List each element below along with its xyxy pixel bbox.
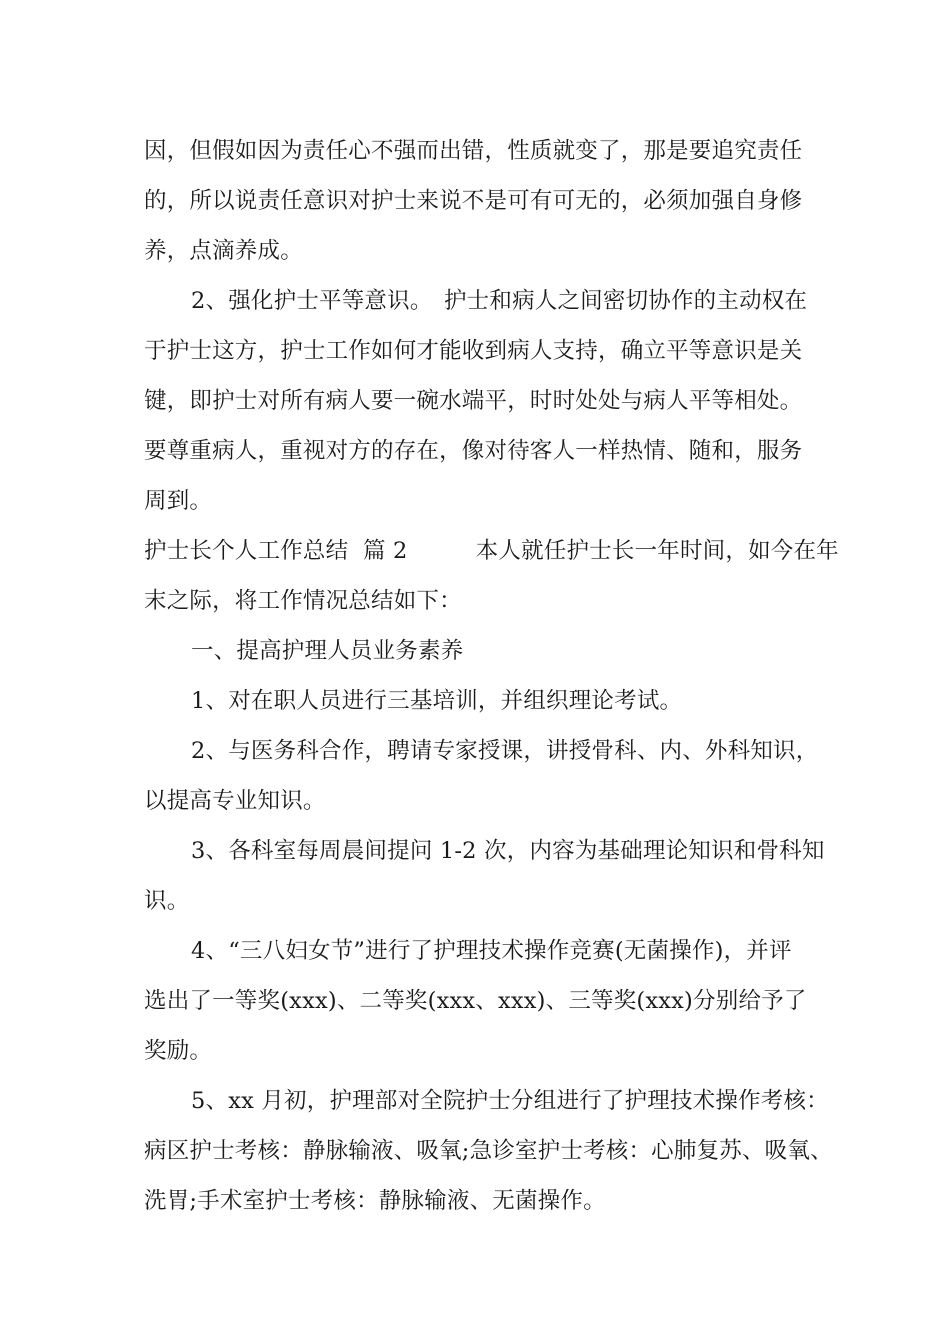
text-line: 末之际，将工作情况总结如下： <box>144 588 462 614</box>
text-line: 2、与医务科合作，聘请专家授课，讲授骨科、内、外科知识， <box>191 738 819 764</box>
text-line: 3、各科室每周晨间提问 1-2 次，内容为基础理论知识和骨科知 <box>191 838 825 864</box>
text-line: 选出了一等奖(xxx)、二等奖(xxx、xxx)、三等奖(xxx)分别给予了 <box>144 988 807 1014</box>
section-heading-line: 护士长个人工作总结 篇 2 本人就任护士长一年时间，如今在年 <box>144 538 839 564</box>
text-line: 以提高专业知识。 <box>144 788 326 814</box>
text-line: 于护士这方，护士工作如何才能收到病人支持，确立平等意识是关 <box>144 338 803 364</box>
text-line: 1、对在职人员进行三基培训，并组织理论考试。 <box>191 688 683 714</box>
text-line: 周到。 <box>144 488 213 514</box>
text-line: 要尊重病人，重视对方的存在，像对待客人一样热情、随和，服务 <box>144 438 803 464</box>
text-line: 奖励。 <box>144 1038 213 1064</box>
text-line: 识。 <box>144 888 190 914</box>
text-line: 的，所以说责任意识对护士来说不是可有可无的，必须加强自身修 <box>144 188 803 214</box>
text-line: 键，即护士对所有病人要一碗水端平，时时处处与病人平等相处。 <box>144 388 803 414</box>
text-line: 2、强化护士平等意识。 护士和病人之间密切协作的主动权在 <box>191 288 808 314</box>
text-line: 5、xx 月初，护理部对全院护士分组进行了护理技术操作考核： <box>191 1088 829 1114</box>
text-line: 养，点滴养成。 <box>144 238 303 264</box>
subheading-line: 一、提高护理人员业务素养 <box>191 638 464 664</box>
text-line: 病区护士考核：静脉输液、吸氧;急诊室护士考核：心肺复苏、吸氧、 <box>144 1138 833 1164</box>
text-line: 洗胃;手术室护士考核：静脉输液、无菌操作。 <box>144 1188 606 1214</box>
text-line: 4、“三八妇女节”进行了护理技术操作竞赛(无菌操作)，并评 <box>191 938 792 964</box>
text-line: 因，但假如因为责任心不强而出错，性质就变了，那是要追究责任 <box>144 138 803 164</box>
